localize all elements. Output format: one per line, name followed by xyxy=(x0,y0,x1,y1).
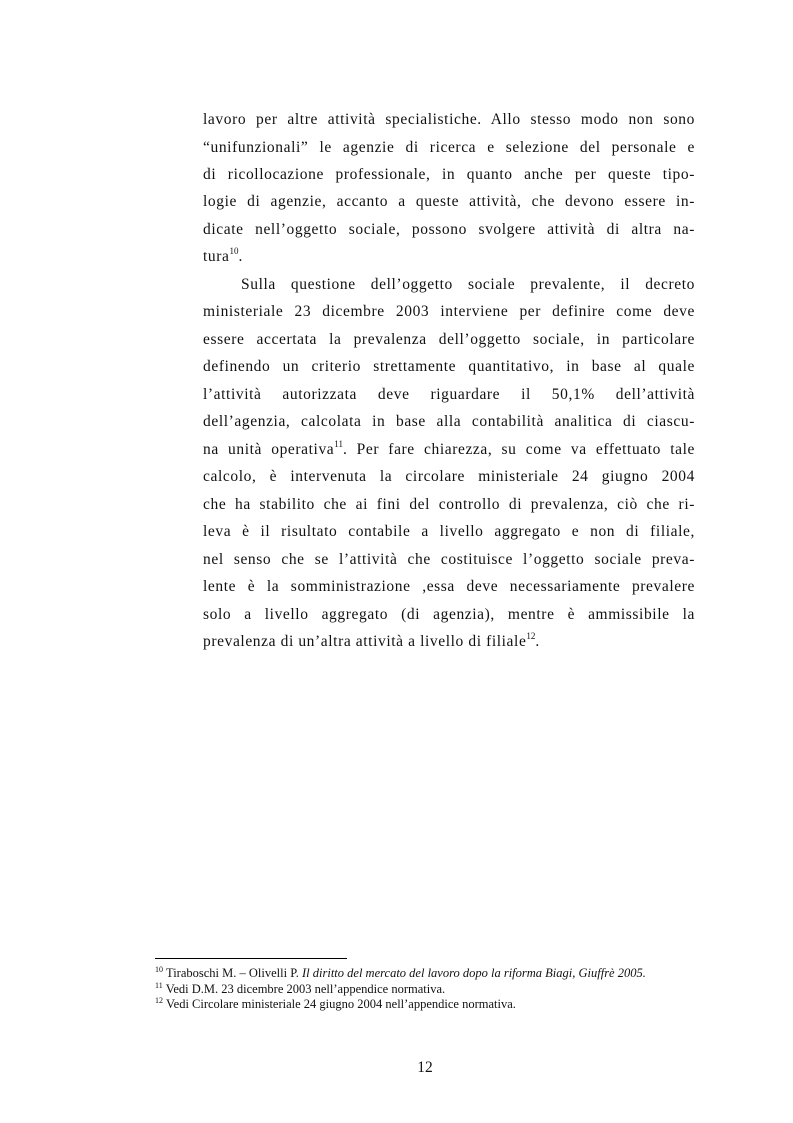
text-fragment: prevalenza di un’altra attività a livello di filiale xyxy=(203,633,527,650)
text-line: ministeriale 23 dicembre 2003 interviene per definire come deve xyxy=(203,303,695,320)
text-line xyxy=(203,439,695,458)
footnote-ref-12[interactable]: 12 xyxy=(526,631,536,641)
footnote-ref-11[interactable]: 11 xyxy=(334,439,343,449)
text-line: essere accertata la prevalenza dell’oggetto sociale, in particolare xyxy=(203,331,695,348)
footnote-12 xyxy=(155,998,516,1011)
text-line xyxy=(203,631,695,650)
text-line: lente è la somministrazione ,essa deve necessariamente prevalere xyxy=(203,578,695,595)
text-line: logie di agenzie, accanto a queste attività, che devono essere in- xyxy=(203,193,695,210)
punctuation: . xyxy=(535,633,540,650)
text-line: dicate nell’oggetto sociale, possono svolgere attività di altra na- xyxy=(203,221,695,238)
text-line: lavoro per altre attività specialistiche. Allo stesso modo non sono xyxy=(203,111,695,128)
text-line: dell’agenzia, calcolata in base alla contabilità analitica di ciascu- xyxy=(203,413,695,430)
text-line xyxy=(203,246,695,265)
footnote-number: 10 xyxy=(155,965,163,974)
text-line: calcolo, è intervenuta la circolare ministeriale 24 giugno 2004 xyxy=(203,468,695,485)
footnote-10 xyxy=(155,967,646,980)
text-fragment: na unità operativa xyxy=(203,441,335,458)
footnote-11 xyxy=(155,983,445,996)
text-line: che ha stabilito che ai fini del controllo di prevalenza, ciò che ri- xyxy=(203,496,695,513)
text-line: solo a livello aggregato (di agenzia), mentre è ammissibile la xyxy=(203,606,695,623)
text-line: di ricollocazione professionale, in quanto anche per queste tipo- xyxy=(203,166,695,183)
punctuation: . xyxy=(238,248,243,265)
text-fragment: . Per fare chiarezza, su come va effettuato tale xyxy=(342,441,695,458)
text-line: definendo un criterio strettamente quantitativo, in base al quale xyxy=(203,358,695,375)
footnote-text: Tiraboschi M. – Olivelli P. xyxy=(166,966,303,980)
footnote-text: Vedi Circolare ministeriale 24 giugno 2004 nell’appendice normativa. xyxy=(166,997,516,1011)
text-line: “unifunzionali” le agenzie di ricerca e selezione del personale e xyxy=(203,139,695,156)
footnote-ref-10[interactable]: 10 xyxy=(229,246,239,256)
text-line: l’attività autorizzata deve riguardare il 50,1% dell’attività xyxy=(203,386,695,403)
footnote-number: 11 xyxy=(155,981,163,990)
text-line: nel senso che se l’attività che costituisce l’oggetto sociale preva- xyxy=(203,551,695,568)
footnote-separator xyxy=(155,958,347,959)
footnote-number: 12 xyxy=(155,996,163,1005)
footnote-text: Vedi D.M. 23 dicembre 2003 nell’appendice normativa. xyxy=(165,982,446,996)
text-line: Sulla questione dell’oggetto sociale prevalente, il decreto xyxy=(241,276,695,293)
page-number: 12 xyxy=(417,1059,433,1076)
text-fragment: tura xyxy=(203,248,230,265)
footnote-title: Il diritto del mercato del lavoro dopo la riforma Biagi, Giuffrè 2005. xyxy=(302,966,646,980)
text-line: leva è il risultato contabile a livello aggregato e non di filiale, xyxy=(203,523,695,540)
